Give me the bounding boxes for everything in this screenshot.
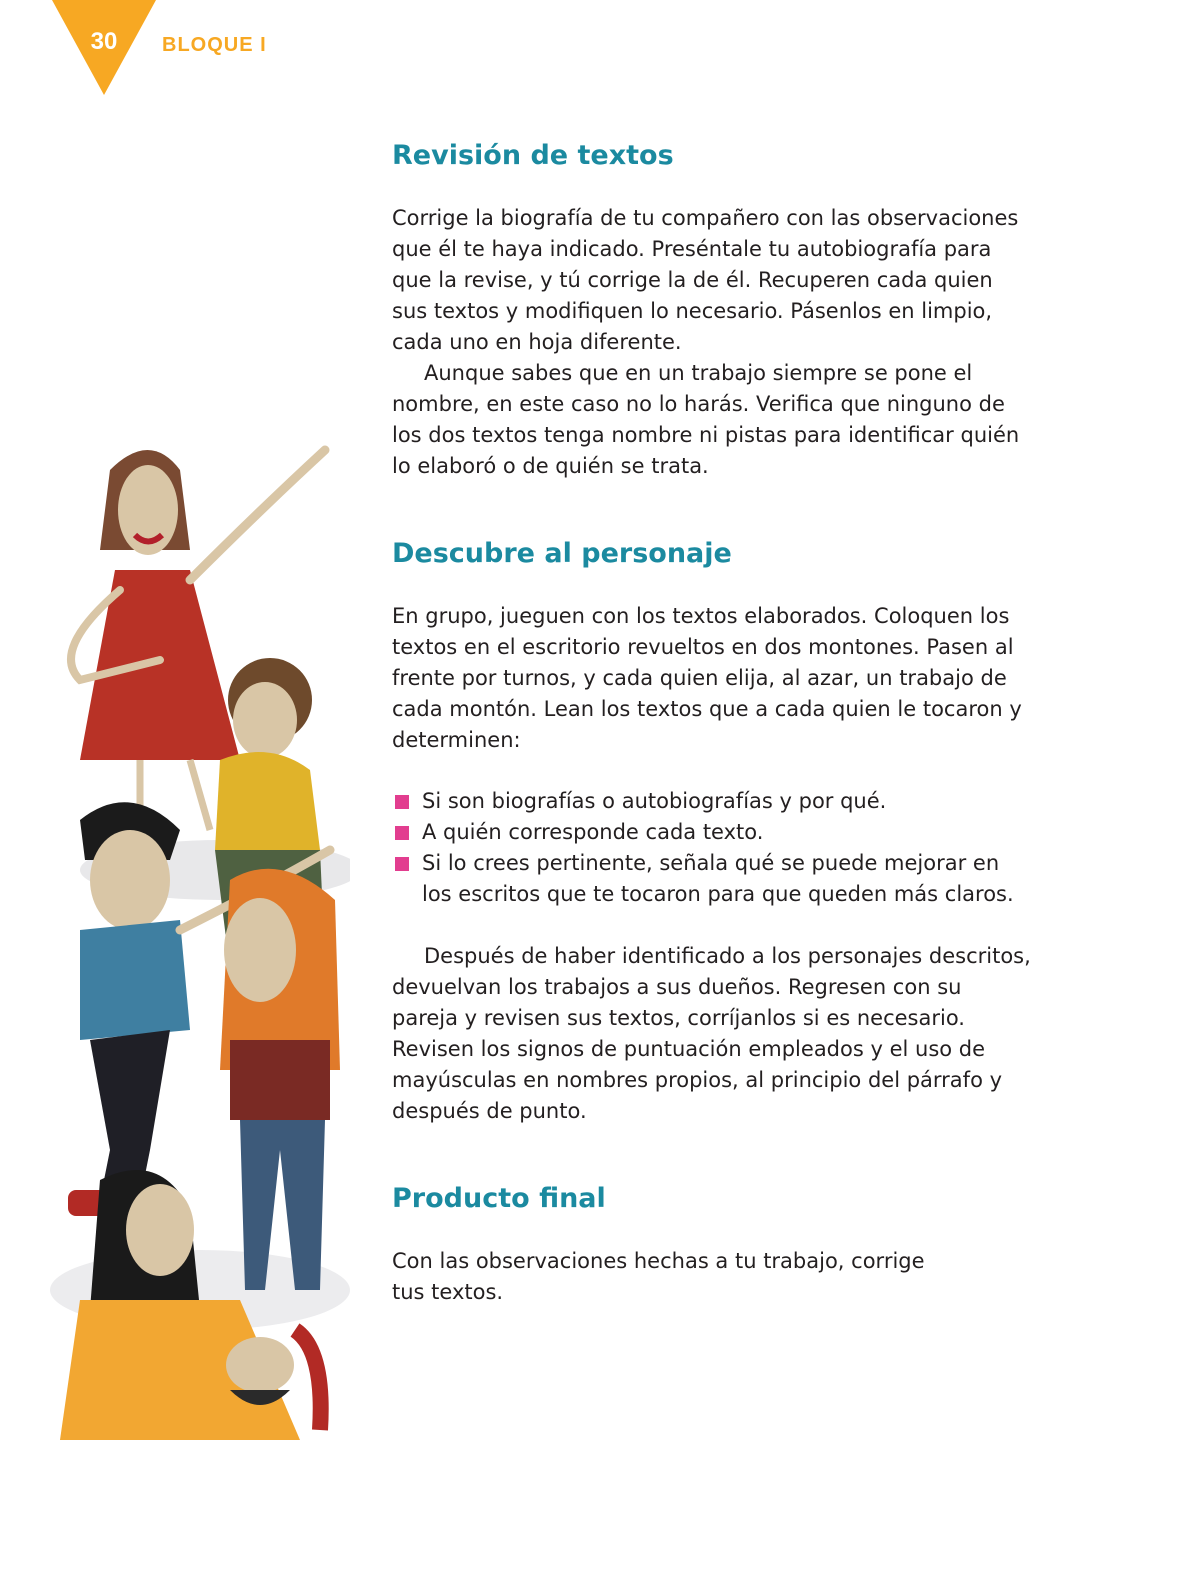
descubre-closing: Después de haber identificado a los personajes descritos, devuelvan los trabajos a sus dueños. Regresen con su pareja y revisen sus textos, corríjanlos si es necesario. Revisen los signos de puntuación empleados y el uso de mayúsculas en nombres propios, al principio del párrafo y después de punto. — [392, 944, 1031, 1123]
list-item: A quién corresponde cada texto. — [392, 817, 1032, 848]
main-content — [392, 140, 1032, 1308]
descubre-intro: En grupo, jueguen con los textos elaborados. Coloquen los textos en el escritorio revueltos en dos montones. Pasen al frente por turnos, y cada quien elija, al azar, un trabajo de cada montón. Lean los textos que a cada quien le tocaron y determinen: — [392, 604, 1022, 752]
revision-paragraph-1: Corrige la biografía de tu compañero con las observaciones que él te haya indicado. Preséntale tu autobiografía para que la revise, y tú corrige la de él. Recuperen cada quien sus textos y modifiquen lo necesario. Pásenlos en limpio, cada uno en hoja diferente. — [392, 206, 1019, 354]
bullet-square-icon — [395, 826, 409, 840]
producto-paragraph: Con las observaciones hechas a tu trabajo, corrige tus textos. — [392, 1249, 925, 1304]
revision-paragraph-2: Aunque sabes que en un trabajo siempre se pone el nombre, en este caso no lo harás. Verifica que ninguno de los dos textos tenga nombre ni pistas para identificar quién lo elaboró o de quién se trata. — [392, 361, 1020, 478]
list-item: Si son biografías o autobiografías y por qué. — [392, 786, 1032, 817]
page-number: 30 — [90, 28, 118, 55]
section-title-revision: Revisión de textos — [392, 140, 674, 171]
section-label: BLOQUE I — [162, 34, 267, 56]
bullet-square-icon — [395, 857, 409, 871]
descubre-bullet-list — [392, 786, 1032, 910]
bullet-square-icon — [395, 795, 409, 809]
section-title-producto: Producto final — [392, 1183, 606, 1214]
section-title-descubre: Descubre al personaje — [392, 538, 732, 569]
list-item: Si lo crees pertinente, señala qué se puede mejorar en los escritos que te tocaron para que queden más claros. — [392, 848, 1032, 910]
children-illustration — [40, 430, 350, 1440]
